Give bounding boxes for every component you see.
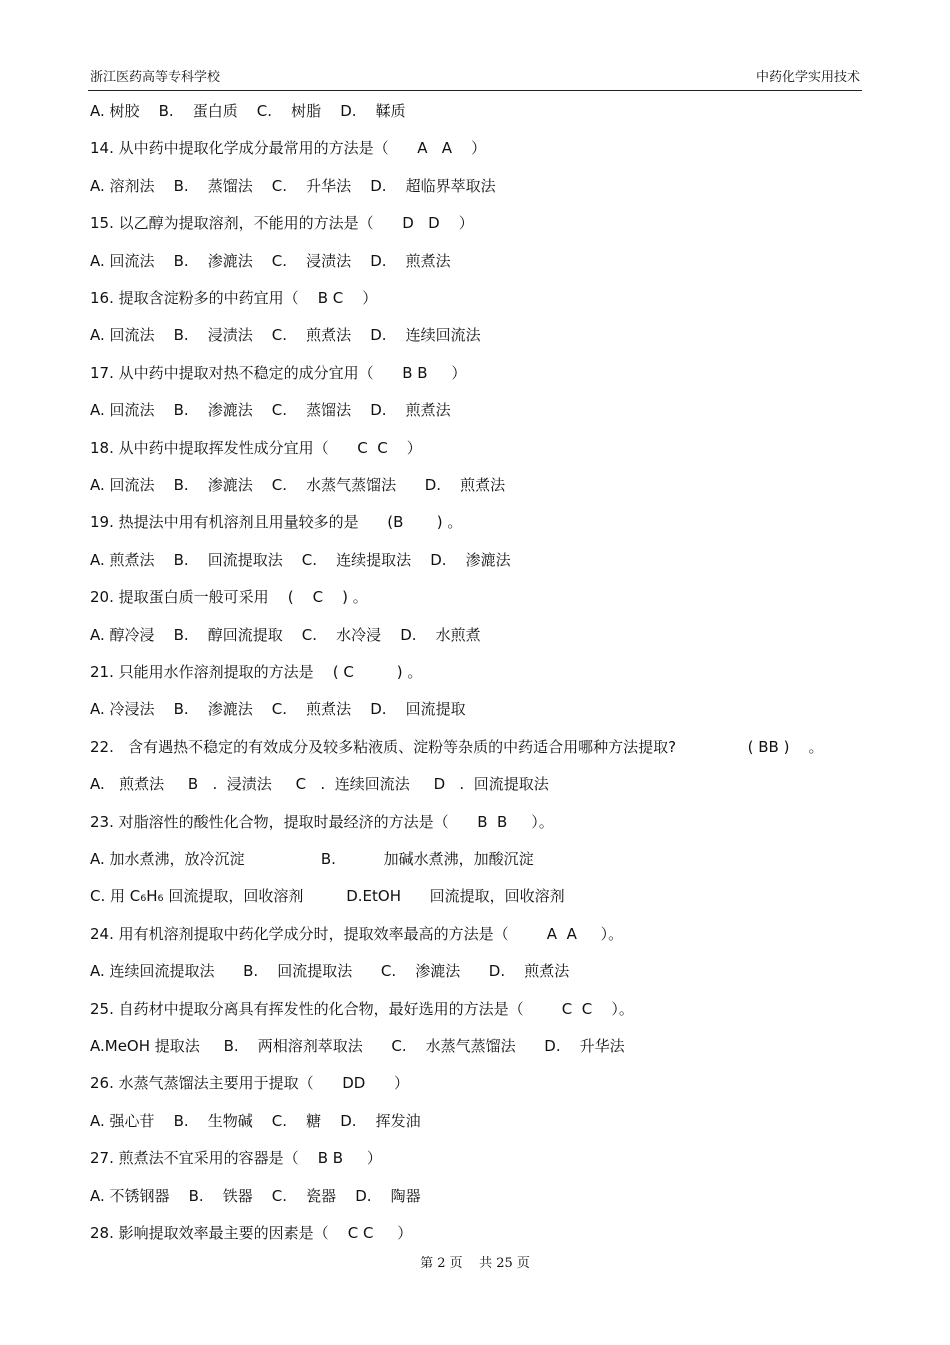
- answer-options-line: C. 用 C₆H₆ 回流提取，回收溶剂 D.EtOH 回流提取，回收溶剂: [90, 887, 565, 906]
- question-line: 25. 自药材中提取分离具有挥发性的化合物，最好选用的方法是（ C C ）。: [90, 999, 634, 1018]
- question-line: 22. 含有遇热不稳定的有效成分及较多粘液质、淀粉等杂质的中药适合用哪种方法提取? ( BB ) 。: [90, 737, 824, 756]
- header-divider: [88, 90, 862, 91]
- question-line: 28. 影响提取效率最主要的因素是（ C C ）: [90, 1224, 413, 1242]
- answer-options-line: A. 煎煮法 B. 回流提取法 C. 连续提取法 D. 渗漉法: [90, 550, 511, 569]
- page-number: 第 2 页 共 25 页: [420, 1256, 530, 1271]
- question-line: 14. 从中药中提取化学成分最常用的方法是（ A A ）: [90, 139, 487, 158]
- question-line: 16. 提取含淀粉多的中药宜用（ B C ）: [90, 289, 378, 307]
- answer-options-line: A. 回流法 B. 浸渍法 C. 煎煮法 D. 连续回流法: [90, 326, 481, 345]
- answer-options-line: A. 醇冷浸 B. 醇回流提取 C. 水冷浸 D. 水煎煮: [90, 625, 481, 644]
- question-line: 27. 煎煮法不宜采用的容器是（ B B ）: [90, 1149, 382, 1168]
- question-line: 23. 对脂溶性的酸性化合物，提取时最经济的方法是（ B B ）。: [90, 812, 554, 831]
- question-line: 18. 从中药中提取挥发性成分宜用（ C C ）: [90, 438, 422, 457]
- question-line: 20. 提取蛋白质一般可采用 ( C ) 。: [90, 588, 368, 607]
- answer-options-line: A. 煎煮法 B . 浸渍法 C . 连续回流法 D . 回流提取法: [90, 775, 549, 794]
- answer-options-line: A. 冷浸法 B. 渗漉法 C. 煎煮法 D. 回流提取: [90, 700, 466, 719]
- question-line: 21. 只能用水作溶剂提取的方法是 ( C ) 。: [90, 663, 423, 681]
- question-line: 19. 热提法中用有机溶剂且用量较多的是 (B ) 。: [90, 513, 463, 532]
- question-line: 15. 以乙醇为提取溶剂，不能用的方法是（ D D ）: [90, 214, 474, 233]
- answer-options-line: A.MeOH 提取法 B. 两相溶剂萃取法 C. 水蒸气蒸馏法 D. 升华法: [90, 1037, 625, 1055]
- question-line: 24. 用有机溶剂提取中药化学成分时，提取效率最高的方法是（ A A ）。: [90, 924, 624, 943]
- header-school-name: 浙江医药高等专科学校: [90, 70, 221, 85]
- answer-options-line: A. 回流法 B. 渗漉法 C. 蒸馏法 D. 煎煮法: [90, 401, 451, 420]
- question-line: 26. 水蒸气蒸馏法主要用于提取（ DD ）: [90, 1074, 409, 1093]
- answer-options-line: A. 树胶 B. 蛋白质 C. 树脂 D. 鞣质: [90, 102, 406, 120]
- answer-options-line: A. 不锈钢器 B. 铁器 C. 瓷器 D. 陶器: [90, 1186, 421, 1205]
- answer-options-line: A. 强心苷 B. 生物碱 C. 糖 D. 挥发油: [90, 1111, 421, 1130]
- question-line: 17. 从中药中提取对热不稳定的成分宜用（ B B ）: [90, 363, 467, 382]
- answer-options-line: A. 回流法 B. 渗漉法 C. 浸渍法 D. 煎煮法: [90, 251, 451, 270]
- answer-options-line: A. 加水煮沸，放冷沉淀 B. 加碱水煮沸，加酸沉淀: [90, 850, 534, 868]
- header-course-title: 中药化学实用技术: [755, 70, 860, 85]
- answer-options-line: A. 连续回流提取法 B. 回流提取法 C. 渗漉法 D. 煎煮法: [90, 962, 570, 981]
- answer-options-line: A. 回流法 B. 渗漉法 C. 水蒸气蒸馏法 D. 煎煮法: [90, 476, 506, 494]
- answer-options-line: A. 溶剂法 B. 蒸馏法 C. 升华法 D. 超临界萃取法: [90, 176, 496, 195]
